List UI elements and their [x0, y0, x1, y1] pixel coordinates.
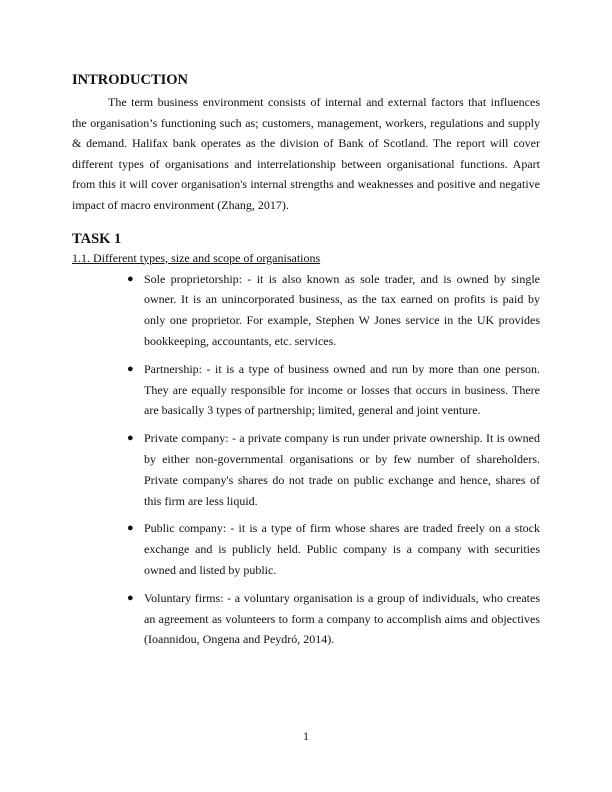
- bullet-icon: ●: [127, 591, 134, 604]
- list-item: [127, 269, 540, 352]
- list-item-text: Voluntary firms: - a voluntary organisation is a group of individuals, who creates an agreement as volunteers to form a company to accomplish aims and objectives (Ioannidou, Ongena and Peydró, 2014).: [144, 590, 540, 647]
- list-item: [127, 359, 540, 421]
- list-item: [127, 518, 540, 580]
- list-item-text: Sole proprietorship: - it is also known as sole trader, and is owned by single owner. It is an unincorporated business, as the tax earned on profits is paid by only one proprietor. For example, Stephen W Jones service in the UK provides bookkeeping, accountants, etc. services.: [144, 271, 540, 348]
- introduction-heading: INTRODUCTION: [72, 72, 189, 88]
- bullet-icon: ●: [127, 522, 134, 535]
- document-page: [72, 68, 540, 657]
- list-item-text: Public company: - it is a type of firm whose shares are traded freely on a stock exchange and is publicly held. Public company is a company with securities owned and listed by public.: [144, 521, 540, 577]
- bullet-icon: ●: [127, 272, 134, 285]
- list-item: [127, 588, 540, 650]
- list-item: [127, 428, 540, 511]
- bullet-icon: ●: [127, 362, 134, 375]
- bullet-icon: ●: [127, 432, 134, 445]
- task-1-heading: TASK 1: [72, 230, 122, 247]
- list-item-text: Partnership: - it is a type of business owned and run by more than one person. They are equally responsible for income or losses that occurs in business. There are basically 3 types of partnership; limited, general and joint venture.: [144, 361, 540, 418]
- page-number: 1: [303, 729, 309, 743]
- organisation-types-list: [72, 269, 540, 651]
- list-item-text: Private company: - a private company is run under private ownership. It is owned by either non-governmental organisations or by few number of shareholders. Private company's shares do not trade on public exchange and hence, shares of this firm are less liquid.: [144, 431, 540, 508]
- section-1-1-subheading: 1.1. Different types, size and scope of organisations: [72, 250, 321, 265]
- introduction-paragraph: The term business environment consists of internal and external factors that influences the organisation’s functioning such as; customers, management, workers, regulations and supply & demand. Halifax bank operates as the division of Bank of Scotland. The report will cover different types of organisations and interrelationship between organisational functions. Apart from this it will cover organisation's internal strengths and weaknesses and positive and negative impact of macro environment (Zhang, 2017).: [72, 95, 540, 212]
